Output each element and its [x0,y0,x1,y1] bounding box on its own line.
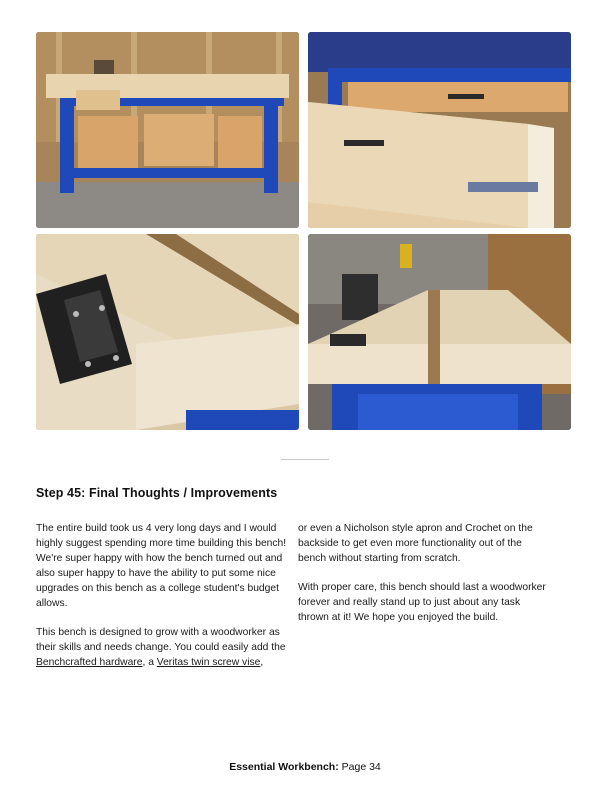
paragraph-upgrades [36,625,288,670]
paragraph-nicholson: or even a Nicholson style apron and Crochet on the backside to get even more functionality out of the bench without starting from scratch. [298,523,533,564]
paragraph-upgrades-start: This bench is designed to grow with a woodworker as their skills and needs change. You could easily add the [36,627,286,653]
benchtop-end-photo [308,234,571,430]
veritas-vise-link[interactable]: Veritas twin screw vise [156,657,261,668]
step-title: Step 45: Final Thoughts / Improvements [36,486,278,500]
footer-page-number: Page 34 [341,761,381,773]
tail-vise-closeup-photo [36,234,299,430]
footer-doc-title: Essential Workbench: [229,761,339,773]
benchcrafted-hardware-link[interactable]: Benchcrafted hardware [36,657,143,668]
body-column-right [298,521,550,639]
paragraph-upgrades-mid: , a [142,657,157,668]
open-drawer-photo [308,32,571,228]
body-column-left [36,521,288,684]
section-divider [281,459,329,460]
paragraph-build-time: The entire build took us 4 very long days and I would highly suggest spending more time building this bench! We're super happy with how the bench turned out and also super happy to have the ability to put some nice upgrades on this bench as a college student's budget allows. [36,523,287,609]
page-footer [0,761,610,773]
paragraph-care: With proper care, this bench should last a woodworker forever and really stand up to just about any task thrown at it! We hope you enjoyed the build. [298,582,546,623]
workbench-front-photo [36,32,299,228]
paragraph-upgrades-end: , [260,657,264,668]
